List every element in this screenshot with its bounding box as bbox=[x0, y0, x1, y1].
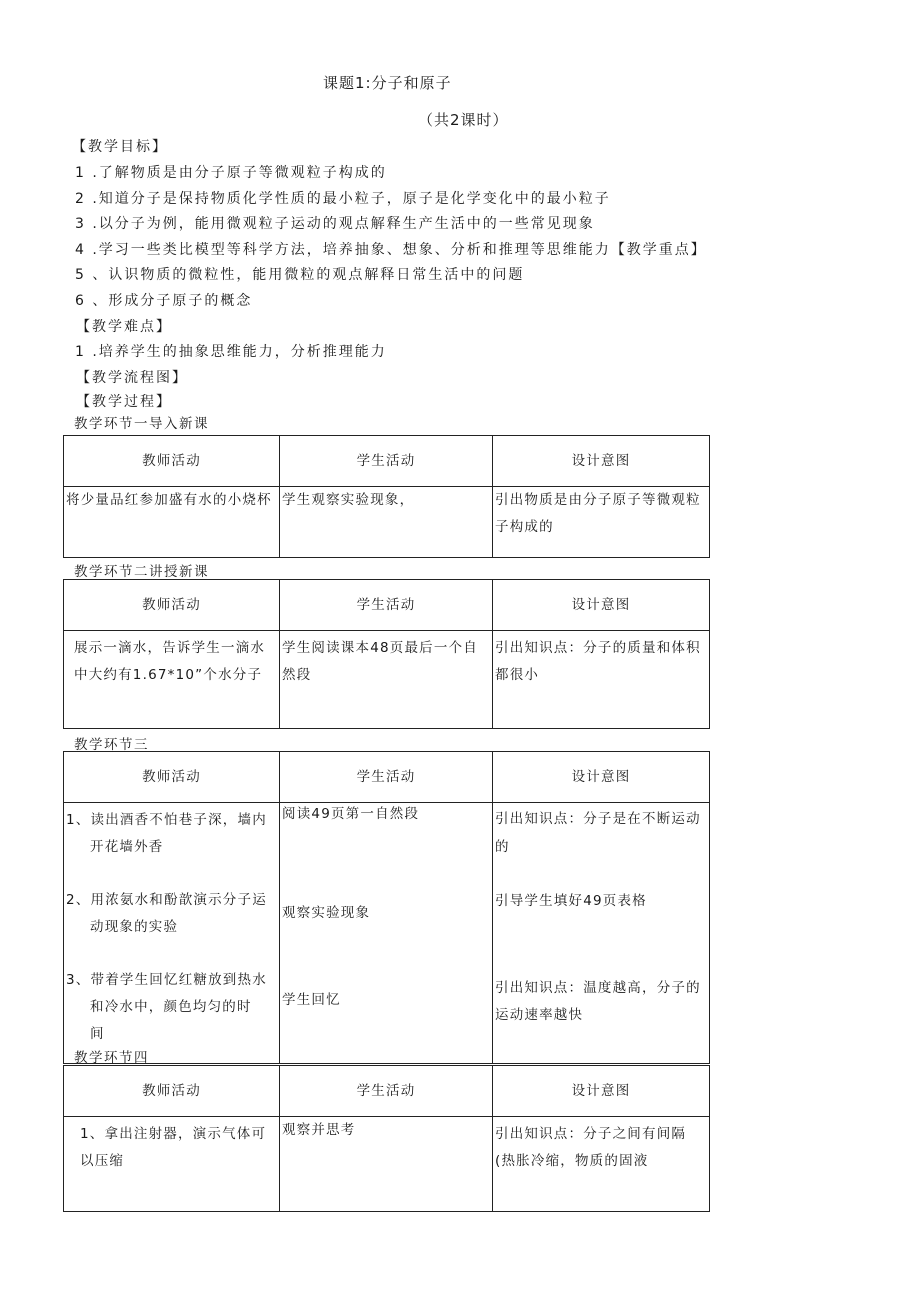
student-item-1: 阅读49页第一自然段 bbox=[282, 806, 420, 822]
design-intent bbox=[493, 1117, 710, 1212]
intent-item: 引出知识点：分子之间有间隔 bbox=[495, 1126, 687, 1142]
objective-item: 1 .了解物质是由分子原子等微观粒子构成的 bbox=[75, 165, 387, 181]
student-activity: 学生观察实验现象， bbox=[280, 487, 493, 558]
header-teacher: 教师活动 bbox=[64, 1066, 280, 1117]
student-item-2: 观察实验现象 bbox=[282, 905, 371, 921]
intent-item-cont: (热胀冷缩，物质的固液 bbox=[495, 1153, 649, 1169]
difficulty-item: 1 .培养学生的抽象思维能力，分析推理能力 bbox=[75, 344, 387, 360]
student-item-3: 学生回忆 bbox=[282, 992, 341, 1008]
teacher-activity: 将少量品红参加盛有水的小烧杯 bbox=[64, 487, 280, 558]
teacher-item-2-cont: 动现象的实验 bbox=[90, 919, 179, 935]
section4-table bbox=[63, 1065, 710, 1212]
header-teacher: 教师活动 bbox=[64, 436, 280, 487]
header-intent: 设计意图 bbox=[493, 752, 710, 803]
design-intent: 引出知识点：分子的质量和体积都很小 bbox=[493, 631, 710, 729]
teacher-item-3: 3、带着学生回忆红糖放到热水 bbox=[66, 972, 267, 988]
teacher-activity bbox=[64, 1117, 280, 1212]
section3-table bbox=[63, 751, 710, 1064]
section4-title: 教学环节四 bbox=[74, 1050, 149, 1066]
page-subtitle: （共2课时） bbox=[418, 111, 509, 129]
teacher-item-cont: 以压缩 bbox=[80, 1153, 125, 1169]
page-title: 课题1:分子和原子 bbox=[323, 74, 452, 92]
teacher-item-1-cont: 开花墙外香 bbox=[90, 839, 164, 855]
flowchart-heading: 【教学流程图】 bbox=[76, 370, 188, 386]
objectives-heading: 【教学目标】 bbox=[72, 139, 168, 155]
section3-title: 教学环节三 bbox=[74, 737, 149, 753]
section2-title: 教学环节二讲授新课 bbox=[74, 564, 209, 580]
intent-item-1-cont: 的 bbox=[495, 839, 510, 855]
header-teacher: 教师活动 bbox=[64, 580, 280, 631]
teacher-item-2: 2、用浓氨水和酚歆演示分子运 bbox=[66, 892, 267, 908]
objective-item: 5 、认识物质的微粒性，能用微粒的观点解释日常生活中的问题 bbox=[75, 267, 525, 283]
teacher-item-3-cont: 和冷水中，颜色均匀的时 bbox=[90, 999, 252, 1015]
teacher-activity: 展示一滴水，告诉学生一滴水中大约有1.67*10”个水分子 bbox=[64, 631, 280, 729]
intent-item-2: 引导学生填好49页表格 bbox=[495, 893, 647, 909]
teacher-item-3-cont2: 间 bbox=[90, 1026, 105, 1042]
intent-item-1: 引出知识点：分子是在不断运动 bbox=[495, 811, 701, 827]
header-intent: 设计意图 bbox=[493, 436, 710, 487]
section1-title: 教学环节一导入新课 bbox=[74, 416, 209, 432]
header-student: 学生活动 bbox=[280, 580, 493, 631]
section2-table bbox=[63, 579, 710, 729]
intent-item-3-cont: 运动速率越快 bbox=[495, 1007, 584, 1023]
intent-item-3: 引出知识点：温度越高，分子的 bbox=[495, 980, 701, 996]
header-student: 学生活动 bbox=[280, 1066, 493, 1117]
objective-item: 6 、形成分子原子的概念 bbox=[75, 293, 253, 309]
header-student: 学生活动 bbox=[280, 436, 493, 487]
process-heading: 【教学过程】 bbox=[76, 394, 172, 410]
header-teacher: 教师活动 bbox=[64, 752, 280, 803]
teacher-item: 1、拿出注射器，演示气体可 bbox=[80, 1126, 267, 1142]
student-activity: 学生阅读课本48页最后一个自然段 bbox=[280, 631, 493, 729]
design-intent: 引出物质是由分子原子等微观粒子构成的 bbox=[493, 487, 710, 558]
design-intents bbox=[493, 803, 710, 1064]
student-activities bbox=[280, 803, 493, 1064]
student-activity: 观察并思考 bbox=[280, 1117, 493, 1212]
teacher-activities bbox=[64, 803, 280, 1064]
objective-item: 3 .以分子为例，能用微观粒子运动的观点解释生产生活中的一些常见现象 bbox=[75, 216, 595, 232]
objective-item: 2 .知道分子是保持物质化学性质的最小粒子，原子是化学变化中的最小粒子 bbox=[75, 191, 611, 207]
teacher-item-1: 1、读出酒香不怕巷子深，墙内 bbox=[66, 812, 267, 828]
header-intent: 设计意图 bbox=[493, 1066, 710, 1117]
difficulty-heading: 【教学难点】 bbox=[76, 319, 172, 335]
header-intent: 设计意图 bbox=[493, 580, 710, 631]
section1-table bbox=[63, 435, 710, 558]
objective-item: 4 .学习一些类比模型等科学方法，培养抽象、想象、分析和推理等思维能力【教学重点】 bbox=[75, 242, 707, 258]
header-student: 学生活动 bbox=[280, 752, 493, 803]
